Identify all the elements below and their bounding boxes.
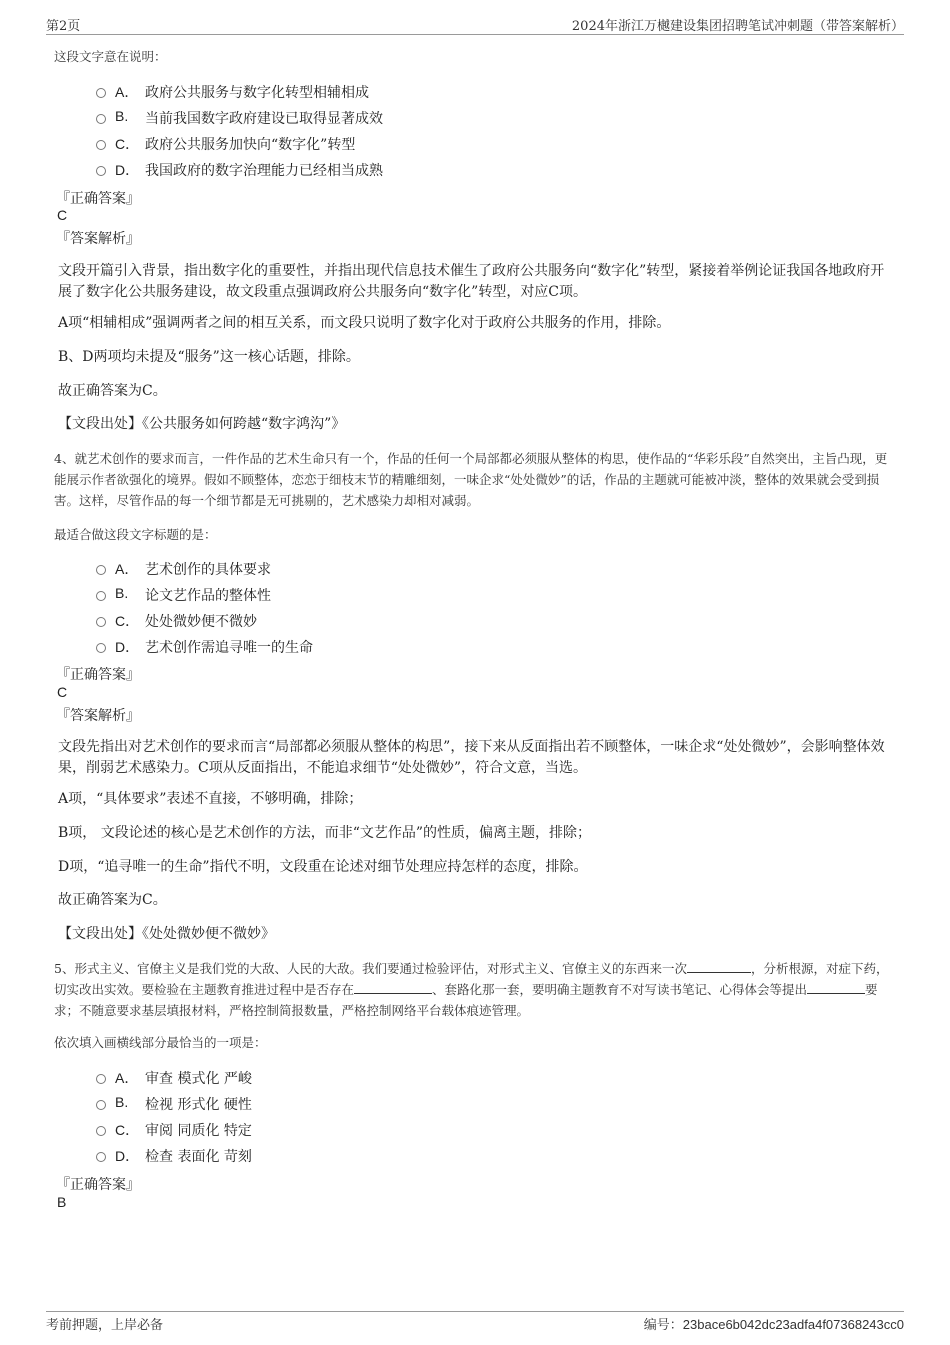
document-title: 2024年浙江万樾建设集团招聘笔试冲刺题（带答案解析） bbox=[571, 19, 904, 34]
radio-icon[interactable] bbox=[96, 140, 106, 150]
q4-analysis-3: B项， 文段论述的核心是艺术创作的方法，而非“文艺作品”的性质，偏离主题，排除； bbox=[58, 825, 592, 841]
q3-answer-label: 『正确答案』 bbox=[56, 191, 140, 207]
fill-blank-1[interactable] bbox=[687, 960, 751, 973]
q4-analysis-5: 故正确答案为C。 bbox=[58, 892, 167, 908]
q3-prompt: 这段文字意在说明： bbox=[54, 49, 167, 64]
page-footer bbox=[46, 1311, 904, 1333]
q5-prompt: 依次填入画横线部分最恰当的一项是： bbox=[54, 1035, 267, 1050]
radio-icon[interactable] bbox=[96, 1126, 106, 1136]
q3-analysis-4: 故正确答案为C。 bbox=[58, 383, 167, 399]
q4-prompt: 最适合做这段文字标题的是： bbox=[54, 527, 217, 542]
radio-icon[interactable] bbox=[96, 114, 106, 124]
q3-analysis-2: A项“相辅相成”强调两者之间的相互关系，而文段只说明了数字化对于政府公共服务的作用，排除。 bbox=[58, 315, 671, 331]
fill-blank-3[interactable] bbox=[807, 981, 865, 994]
q3-source: 【文段出处】《公共服务如何跨越“数字鸿沟”》 bbox=[58, 416, 346, 432]
q4-source: 【文段出处】《处处微妙便不微妙》 bbox=[58, 926, 275, 942]
q3-analysis-1: 文段开篇引入背景，指出数字化的重要性，并指出现代信息技术催生了政府公共服务向“数字化”转型，紧接着举例论证我国各地政府开展了数字化公共服务建设，故文段重点强调政府公共服务向“数字化”转型，对应C项。 bbox=[58, 263, 885, 300]
q4-analysis-4: D项，“追寻唯一的生命”指代不明，文段重在论述对细节处理应持怎样的态度，排除。 bbox=[58, 859, 588, 875]
radio-icon[interactable] bbox=[96, 88, 106, 98]
q3-analysis-3: B、D两项均未提及“服务”这一核心话题，排除。 bbox=[58, 349, 360, 365]
radio-icon[interactable] bbox=[96, 1074, 106, 1084]
page-header bbox=[46, 14, 904, 35]
radio-icon[interactable] bbox=[96, 617, 106, 627]
fill-blank-2[interactable] bbox=[354, 981, 432, 994]
radio-icon[interactable] bbox=[96, 565, 106, 575]
radio-icon[interactable] bbox=[96, 1100, 106, 1110]
q5-answer-label: 『正确答案』 bbox=[56, 1177, 140, 1193]
radio-icon[interactable] bbox=[96, 1152, 106, 1162]
footer-slogan: 考前押题，上岸必备 bbox=[46, 1318, 164, 1333]
radio-icon[interactable] bbox=[96, 643, 106, 653]
q4-answer: C bbox=[57, 684, 68, 700]
q4-analysis-1: 文段先指出对艺术创作的要求而言“局部都必须服从整体的构思”，接下来从反面指出若不顾整体，一味企求“处处微妙”，会影响整体效果，削弱艺术感染力。C项从反面指出，不能追求细节“处处微妙”，符合文意，当选。 bbox=[58, 739, 885, 776]
q3-analysis-label: 『答案解析』 bbox=[56, 231, 140, 247]
q3-answer: C bbox=[57, 207, 68, 223]
q4-stem: 4、就艺术创作的要求而言，一件作品的艺术生命只有一个，作品的任何一个局部都必须服从整体的构思，使作品的“华彩乐段”自然突出，主旨凸现，更能展示作者欲强化的境界。假如不顾整体，恋恋于细枝末节的精雕细刻，一味企求“处处微妙”的话，作品的主题就可能被冲淡，整体的效果就会受到损害。这样，尽管作品的每一个细节都是无可挑剔的，艺术感染力却相对减弱。 bbox=[54, 451, 888, 508]
document-code: 编号：23bace6b042dc23adfa4f07368243cc0 bbox=[643, 1317, 904, 1333]
radio-icon[interactable] bbox=[96, 166, 106, 176]
q5-answer: B bbox=[57, 1194, 67, 1210]
radio-icon[interactable] bbox=[96, 591, 106, 601]
q4-analysis-2: A项，“具体要求”表述不直接，不够明确，排除； bbox=[58, 791, 363, 807]
q5-stem: 5、形式主义、官僚主义是我们党的大敌、人民的大敌。我们要通过检验评估，对形式主义、官僚主义的东西来一次 ，分析根源，对症下药，切实改出实效。要检验在主题教育推进过程中是否存在 、套路化那一套，要明确主题教育不对写读书笔记、心得体会等提出 要求；不随意要求基层填报材料，严格控制简报数量，严格控制网络平台载体痕迹管理。 bbox=[54, 961, 889, 1018]
page-number: 第2页 bbox=[46, 19, 81, 34]
q4-analysis-label: 『答案解析』 bbox=[56, 708, 140, 724]
q4-answer-label: 『正确答案』 bbox=[56, 667, 140, 683]
